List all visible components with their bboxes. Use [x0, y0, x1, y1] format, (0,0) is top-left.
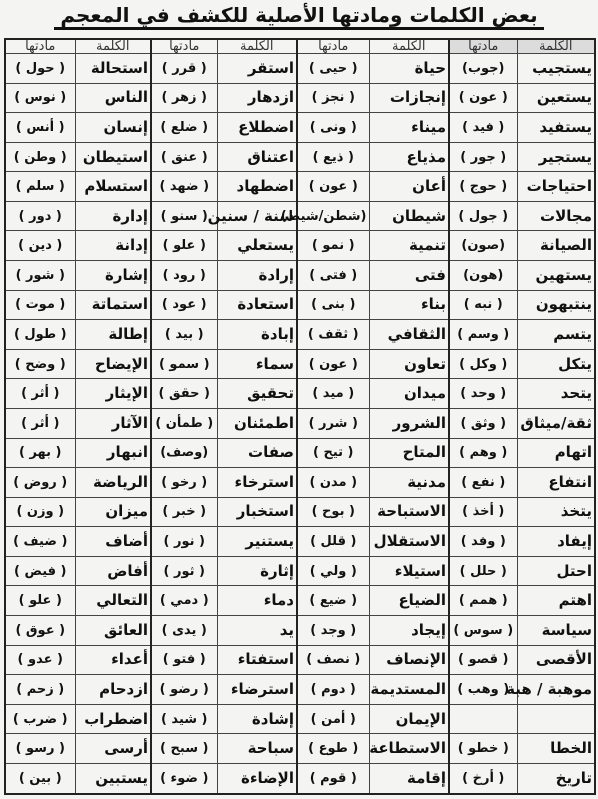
- word-cell: الرياضة: [75, 468, 151, 498]
- word-cell: تحقيق: [217, 379, 297, 409]
- word-cell: المتاح: [369, 438, 449, 468]
- word-root-table: [4, 38, 596, 795]
- word-cell: يستنير: [217, 527, 297, 557]
- root-cell: ( دين ): [5, 231, 75, 261]
- word-cell: ميناء: [369, 113, 449, 143]
- root-cell: ( أخذ ): [449, 497, 517, 527]
- word-cell: الآثار: [75, 408, 151, 438]
- word-cell: استيلاء: [369, 556, 449, 586]
- word-cell: الاستطاعة: [369, 734, 449, 764]
- root-cell: ( وهم ): [449, 438, 517, 468]
- root-cell: (هون): [449, 261, 517, 291]
- root-cell: ( طوع ): [297, 734, 369, 764]
- root-cell: ( أثر ): [5, 408, 75, 438]
- word-cell: اضطلاع: [217, 113, 297, 143]
- root-cell: ( شيد ): [151, 704, 217, 734]
- root-cell: ( عدو ): [5, 645, 75, 675]
- root-cell: ( عنق ): [151, 142, 217, 172]
- root-cell: ( رود ): [151, 261, 217, 291]
- word-cell: مذياع: [369, 142, 449, 172]
- header-root: مادتها: [449, 39, 517, 54]
- word-cell: الصيانة: [517, 231, 595, 261]
- word-cell: استفتاء: [217, 645, 297, 675]
- word-cell: اتهام: [517, 438, 595, 468]
- word-cell: إنسان: [75, 113, 151, 143]
- word-cell: يتخذ: [517, 497, 595, 527]
- word-cell: اهتم: [517, 586, 595, 616]
- table-row: [5, 763, 595, 794]
- table-row: [5, 201, 595, 231]
- root-cell: ( جور ): [449, 142, 517, 172]
- root-cell: (وصف): [151, 438, 217, 468]
- word-cell: أعداء: [75, 645, 151, 675]
- header-word: الكلمة: [517, 39, 595, 54]
- root-cell: ( بيد ): [151, 320, 217, 350]
- header-root: مادتها: [5, 39, 75, 54]
- root-cell: ( ضيف ): [5, 527, 75, 557]
- root-cell: (شطن/شيط): [297, 201, 369, 231]
- root-cell: ( حوج ): [449, 172, 517, 202]
- root-cell: ( أرخ ): [449, 763, 517, 794]
- table-row: [5, 497, 595, 527]
- word-cell: يستعلي: [217, 231, 297, 261]
- word-cell: استحالة: [75, 54, 151, 84]
- root-cell: ( وهب ): [449, 675, 517, 705]
- root-cell: ( شرر ): [297, 408, 369, 438]
- root-cell: ( ذيع ): [297, 142, 369, 172]
- root-cell: ( وفد ): [449, 527, 517, 557]
- root-cell: ( رضو ): [151, 675, 217, 705]
- word-cell: ينتبهون: [517, 290, 595, 320]
- word-cell: استرضاء: [217, 675, 297, 705]
- word-cell: الإيثار: [75, 379, 151, 409]
- word-cell: احتياجات: [517, 172, 595, 202]
- root-cell: ( ونى ): [297, 113, 369, 143]
- root-cell: ( بنى ): [297, 290, 369, 320]
- root-cell: ( مدن ): [297, 468, 369, 498]
- word-cell: انبهار: [75, 438, 151, 468]
- word-cell: الإيمان: [369, 704, 449, 734]
- root-cell: ( دمي ): [151, 586, 217, 616]
- word-cell: الإيضاح: [75, 349, 151, 379]
- table-row: [5, 349, 595, 379]
- word-cell: إشادة: [217, 704, 297, 734]
- word-cell: إطالة: [75, 320, 151, 350]
- word-cell: استيطان: [75, 142, 151, 172]
- word-cell: الشرور: [369, 408, 449, 438]
- root-cell: ( وضح ): [5, 349, 75, 379]
- root-cell: (جوب): [449, 54, 517, 84]
- table-row: [5, 468, 595, 498]
- root-cell: ( خبر ): [151, 497, 217, 527]
- word-cell: إقامة: [369, 763, 449, 794]
- root-cell: ( وكل ): [449, 349, 517, 379]
- word-cell: الاستقلال: [369, 527, 449, 557]
- table-row: [5, 408, 595, 438]
- word-cell: الإضاءة: [217, 763, 297, 794]
- root-cell: ( بهر ): [5, 438, 75, 468]
- root-cell: ( تيح ): [297, 438, 369, 468]
- root-cell: ( سلم ): [5, 172, 75, 202]
- root-cell: ( ميد ): [297, 379, 369, 409]
- root-cell: ( خطو ): [449, 734, 517, 764]
- root-cell: ( قصو ): [449, 645, 517, 675]
- word-cell: يستجيب: [517, 54, 595, 84]
- root-cell: ( جول ): [449, 201, 517, 231]
- word-cell: بناء: [369, 290, 449, 320]
- root-cell: ( همم ): [449, 586, 517, 616]
- root-cell: ( ثقف ): [297, 320, 369, 350]
- root-cell: ( علو ): [151, 231, 217, 261]
- table-row: [5, 113, 595, 143]
- root-cell: ( فتو ): [151, 645, 217, 675]
- word-cell: انتفاع: [517, 468, 595, 498]
- root-cell: ( حول ): [5, 54, 75, 84]
- word-cell: اضطراب: [75, 704, 151, 734]
- root-cell: ( دور ): [5, 201, 75, 231]
- word-cell: يتكل: [517, 349, 595, 379]
- word-cell: صفات: [217, 438, 297, 468]
- root-cell: ( حقق ): [151, 379, 217, 409]
- word-cell: أعان: [369, 172, 449, 202]
- word-cell: سنة / سنين: [217, 201, 297, 231]
- word-cell: العائق: [75, 615, 151, 645]
- table-row: [5, 704, 595, 734]
- root-cell: ( شور ): [5, 261, 75, 291]
- page-title-text: بعض الكلمات ومادتها الأصلية للكشف في المعجم: [54, 3, 543, 30]
- word-cell: أفاض: [75, 556, 151, 586]
- word-cell: استقر: [217, 54, 297, 84]
- table-row: [5, 615, 595, 645]
- word-cell: احتل: [517, 556, 595, 586]
- word-cell: الناس: [75, 83, 151, 113]
- root-cell: ( وثق ): [449, 408, 517, 438]
- root-cell: ( ضوء ): [151, 763, 217, 794]
- word-cell: إيجاد: [369, 615, 449, 645]
- root-cell: ( فتى ): [297, 261, 369, 291]
- word-cell: استماتة: [75, 290, 151, 320]
- word-cell: يتسم: [517, 320, 595, 350]
- root-cell: ( قلل ): [297, 527, 369, 557]
- root-cell: ( نفع ): [449, 468, 517, 498]
- word-cell: اطمئنان: [217, 408, 297, 438]
- root-cell: ( زحم ): [5, 675, 75, 705]
- header-root: مادتها: [297, 39, 369, 54]
- root-cell: ( ولي ): [297, 556, 369, 586]
- root-cell: [449, 704, 517, 734]
- word-cell: تنمية: [369, 231, 449, 261]
- table-row: [5, 527, 595, 557]
- root-cell: ( عون ): [297, 172, 369, 202]
- header-word: الكلمة: [75, 39, 151, 54]
- word-cell: دماء: [217, 586, 297, 616]
- root-cell: ( عون ): [297, 349, 369, 379]
- table-row: [5, 675, 595, 705]
- root-cell: ( رسو ): [5, 734, 75, 764]
- table-header-row: [5, 39, 595, 54]
- word-cell: يتحد: [517, 379, 595, 409]
- table-row: [5, 438, 595, 468]
- word-cell: اضطهاد: [217, 172, 297, 202]
- table-row: [5, 231, 595, 261]
- root-cell: ( بين ): [5, 763, 75, 794]
- word-cell: إدارة: [75, 201, 151, 231]
- root-cell: ( ضلع ): [151, 113, 217, 143]
- header-word: الكلمة: [217, 39, 297, 54]
- word-cell: الخطا: [517, 734, 595, 764]
- word-cell: إنجازات: [369, 83, 449, 113]
- word-cell: فتى: [369, 261, 449, 291]
- root-cell: ( قرر ): [151, 54, 217, 84]
- word-cell: مجالات: [517, 201, 595, 231]
- root-cell: ( وجد ): [297, 615, 369, 645]
- root-cell: ( طمأن ): [151, 408, 217, 438]
- root-cell: (صون): [449, 231, 517, 261]
- root-cell: ( علو ): [5, 586, 75, 616]
- root-cell: ( ضرب ): [5, 704, 75, 734]
- word-cell: مدنية: [369, 468, 449, 498]
- word-cell: ميدان: [369, 379, 449, 409]
- root-cell: ( وزن ): [5, 497, 75, 527]
- root-cell: ( فيض ): [5, 556, 75, 586]
- root-cell: ( وطن ): [5, 142, 75, 172]
- word-cell: استخبار: [217, 497, 297, 527]
- table-row: [5, 261, 595, 291]
- word-cell: اعتناق: [217, 142, 297, 172]
- word-cell: الإنصاف: [369, 645, 449, 675]
- root-cell: ( نوس ): [5, 83, 75, 113]
- word-cell: تاريخ: [517, 763, 595, 794]
- word-cell: ميزان: [75, 497, 151, 527]
- word-cell: الأقصى: [517, 645, 595, 675]
- word-cell: إدانة: [75, 231, 151, 261]
- root-cell: ( ضيع ): [297, 586, 369, 616]
- root-cell: ( زهر ): [151, 83, 217, 113]
- page-title: [0, 0, 598, 32]
- word-cell: التعالي: [75, 586, 151, 616]
- word-cell: يستبين: [75, 763, 151, 794]
- header-word: الكلمة: [369, 39, 449, 54]
- root-cell: ( ثور ): [151, 556, 217, 586]
- word-cell: أضاف: [75, 527, 151, 557]
- word-cell: إرادة: [217, 261, 297, 291]
- word-cell: سياسة: [517, 615, 595, 645]
- root-cell: ( قوم ): [297, 763, 369, 794]
- root-cell: ( سنو ): [151, 201, 217, 231]
- root-cell: ( روض ): [5, 468, 75, 498]
- word-cell: استرخاء: [217, 468, 297, 498]
- table-row: [5, 290, 595, 320]
- root-cell: ( نبه ): [449, 290, 517, 320]
- table-row: [5, 142, 595, 172]
- root-cell: ( فيد ): [449, 113, 517, 143]
- word-cell: استعادة: [217, 290, 297, 320]
- table-row: [5, 172, 595, 202]
- root-cell: ( نور ): [151, 527, 217, 557]
- word-cell: يستفيد: [517, 113, 595, 143]
- word-cell: ازدحام: [75, 675, 151, 705]
- table-row: [5, 379, 595, 409]
- word-cell: إبادة: [217, 320, 297, 350]
- header-root: مادتها: [151, 39, 217, 54]
- word-cell: أرسى: [75, 734, 151, 764]
- root-cell: ( رخو ): [151, 468, 217, 498]
- word-cell: يستعين: [517, 83, 595, 113]
- word-cell: الضياع: [369, 586, 449, 616]
- root-cell: ( سبح ): [151, 734, 217, 764]
- word-cell: موهبة / هبة: [517, 675, 595, 705]
- root-cell: ( أنس ): [5, 113, 75, 143]
- word-cell: سباحة: [217, 734, 297, 764]
- word-cell: يستجير: [517, 142, 595, 172]
- root-cell: ( عوق ): [5, 615, 75, 645]
- word-cell: استسلام: [75, 172, 151, 202]
- word-cell: حياة: [369, 54, 449, 84]
- root-cell: ( دوم ): [297, 675, 369, 705]
- word-cell: تعاون: [369, 349, 449, 379]
- root-cell: ( عود ): [151, 290, 217, 320]
- word-cell: يد: [217, 615, 297, 645]
- root-cell: ( موت ): [5, 290, 75, 320]
- root-cell: ( أثر ): [5, 379, 75, 409]
- root-cell: ( نصف ): [297, 645, 369, 675]
- table-row: [5, 645, 595, 675]
- root-cell: ( يدى ): [151, 615, 217, 645]
- word-cell: سماء: [217, 349, 297, 379]
- table-row: [5, 83, 595, 113]
- root-cell: ( بوح ): [297, 497, 369, 527]
- root-cell: ( ضهد ): [151, 172, 217, 202]
- root-cell: ( عون ): [449, 83, 517, 113]
- word-cell: المستديمة: [369, 675, 449, 705]
- root-cell: ( نمو ): [297, 231, 369, 261]
- word-cell: يستهين: [517, 261, 595, 291]
- root-cell: ( وسم ): [449, 320, 517, 350]
- table-row: [5, 556, 595, 586]
- root-cell: ( طول ): [5, 320, 75, 350]
- word-cell: شيطان: [369, 201, 449, 231]
- root-cell: ( نجز ): [297, 83, 369, 113]
- root-cell: ( وحد ): [449, 379, 517, 409]
- word-cell: إثارة: [217, 556, 297, 586]
- root-cell: ( سوس ): [449, 615, 517, 645]
- word-cell: [517, 704, 595, 734]
- word-cell: إشارة: [75, 261, 151, 291]
- table-row: [5, 734, 595, 764]
- table-row: [5, 320, 595, 350]
- table-row: [5, 54, 595, 84]
- word-cell: إيفاد: [517, 527, 595, 557]
- root-cell: ( أمن ): [297, 704, 369, 734]
- word-cell: ازدهار: [217, 83, 297, 113]
- root-cell: ( سمو ): [151, 349, 217, 379]
- word-cell: الثقافي: [369, 320, 449, 350]
- word-cell: ثقة/ميثاق: [517, 408, 595, 438]
- root-cell: ( حيى ): [297, 54, 369, 84]
- word-cell: الاستباحة: [369, 497, 449, 527]
- table-row: [5, 586, 595, 616]
- root-cell: ( حلل ): [449, 556, 517, 586]
